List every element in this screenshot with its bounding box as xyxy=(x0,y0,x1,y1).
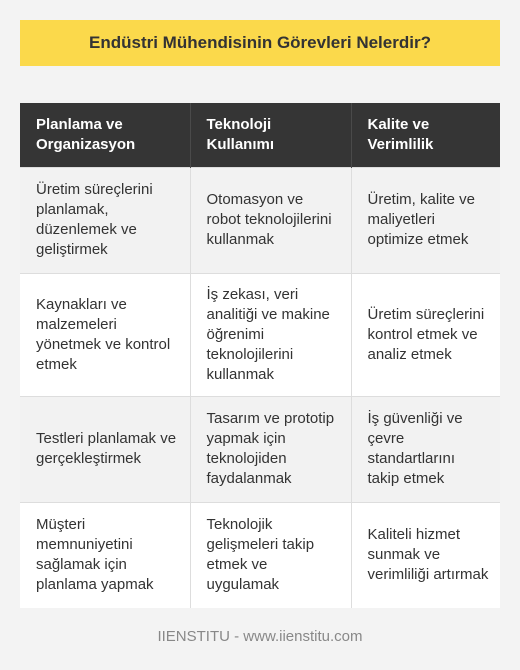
table-cell: Kaliteli hizmet sunmak ve verimliliği artırmak xyxy=(351,502,500,608)
column-header-planning: Planlama ve Organizasyon xyxy=(20,103,190,167)
table-row xyxy=(20,273,500,396)
page-title: Endüstri Mühendisinin Görevleri Nelerdir? xyxy=(89,33,431,52)
table-cell: Üretim süreçlerini kontrol etmek ve analiz etmek xyxy=(351,273,500,396)
table-row xyxy=(20,167,500,273)
table-cell: Üretim, kalite ve maliyetleri optimize etmek xyxy=(351,167,500,273)
title-banner xyxy=(20,20,500,66)
table-cell: İş zekası, veri analitiği ve makine öğrenimi teknolojilerini kullanmak xyxy=(190,273,351,396)
table-cell: Kaynakları ve malzemeleri yönetmek ve kontrol etmek xyxy=(20,273,190,396)
table-cell: İş güvenliği ve çevre standartlarını takip etmek xyxy=(351,396,500,502)
table-row xyxy=(20,396,500,502)
table-cell: Müşteri memnuniyetini sağlamak için planlama yapmak xyxy=(20,502,190,608)
column-header-quality: Kalite ve Verimlilik xyxy=(351,103,500,167)
table-cell: Üretim süreçlerini planlamak, düzenlemek ve geliştirmek xyxy=(20,167,190,273)
table-cell: Testleri planlamak ve gerçekleştirmek xyxy=(20,396,190,502)
footer-credit: IIENSTITU - www.iienstitu.com xyxy=(157,628,363,645)
duties-table xyxy=(20,103,500,608)
table-header-row xyxy=(20,103,500,167)
table-cell: Otomasyon ve robot teknolojilerini kullanmak xyxy=(190,167,351,273)
table-row xyxy=(20,502,500,608)
column-header-technology: Teknoloji Kullanımı xyxy=(190,103,351,167)
table-cell: Teknolojik gelişmeleri takip etmek ve uygulamak xyxy=(190,502,351,608)
table-cell: Tasarım ve prototip yapmak için teknolojiden faydalanmak xyxy=(190,396,351,502)
